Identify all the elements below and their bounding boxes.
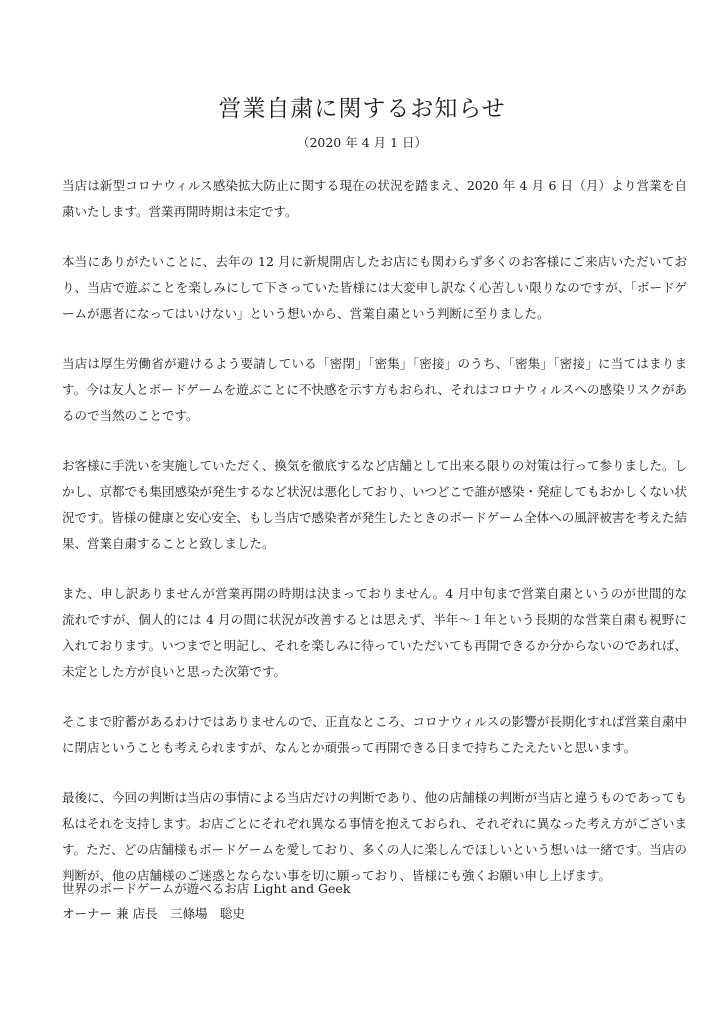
paragraph-reopening: また、申し訳ありませんが営業再開の時期は決まっておりません。4 月中旬まで営業自粛というのが世間的な流れですが、個人的には 4 月の間に状況が改善するとは思えず、半年～１年という長期的な営業自粛も視野に入れております。いつまでと明記し、それを楽しみに待っていただいても再開できるか分からないのであれば、未定とした方が良いと思った次第です。 xyxy=(62,586,687,679)
paragraph-closing: 最後に、今回の判断は当店の事情による当店だけの判断であり、他の店舗様の判断が当店と違うものであっても私はそれを支持します。お店ごとにそれぞれ異なる事情を抱えておられ、それぞれに異なった考え方がございます。ただ、どの店舗様もボードゲームを愛しており、多くの人に楽しんでほしいという想いは一緒です。当店の判断が、他の店舗様のご迷惑とならない事を切に願っており、皆様にも強くお願い申し上げます。 xyxy=(62,790,687,883)
paragraph-finances: そこまで貯蓄があるわけではありませんので、正直なところ、コロナウィルスの影響が長期化すれば営業自粛中に閉店ということも考えられますが、なんとか頑張って再開できる日まで持ちこたえたいと思います。 xyxy=(62,714,687,755)
paragraph-three-cs: 当店は厚生労働省が避けるよう要請している「密閉」「密集」「密接」のうち、「密集」「密接」に当てはまります。今は友人とボードゲームを遊ぶことに不快感を示す方もおられ、それはコロナウィルスへの感染リスクがあるので当然のことです。 xyxy=(62,356,687,423)
paragraph-measures: お客様に手洗いを実施していただく、換気を徹底するなど店舗として出来る限りの対策は行って参りました。しかし、京都でも集団感染が発生するなど状況は悪化しており、いつどこで誰が感染・発症してもおかしくない状況です。皆様の健康と安心安全、もし当店で感染者が発生したときのボードゲーム全体への風評被害を考えた結果、営業自粛することと致しました。 xyxy=(62,458,688,551)
signature-block xyxy=(62,876,662,926)
notice-body xyxy=(62,173,687,913)
notice-date: （2020 年 4 月 1 日） xyxy=(296,135,428,150)
paragraph-reason: 本当にありがたいことに、去年の 12 月に新規開店したお店にも関わらず多くのお客様にご来店いただいており、当店で遊ぶことを楽しみにして下さっていた皆様には大変申し訳なく心苦しい限りなのですが、「ボードゲームが悪者になってはいけない」という想いから、営業自粛という判断に至りました。 xyxy=(62,254,687,321)
store-name: 世界のボードゲームが遊べるお店 Light and Geek xyxy=(62,881,351,896)
owner-name: オーナー 兼 店長 三條場 聡史 xyxy=(62,906,245,921)
page-title: 営業自粛に関するお知らせ xyxy=(218,96,506,122)
paragraph-closure-announcement: 当店は新型コロナウィルス感染拡大防止に関する現在の状況を踏まえ、2020 年 4 月 6 日（月）より営業を自粛いたします。営業再開時期は未定です。 xyxy=(62,178,687,219)
